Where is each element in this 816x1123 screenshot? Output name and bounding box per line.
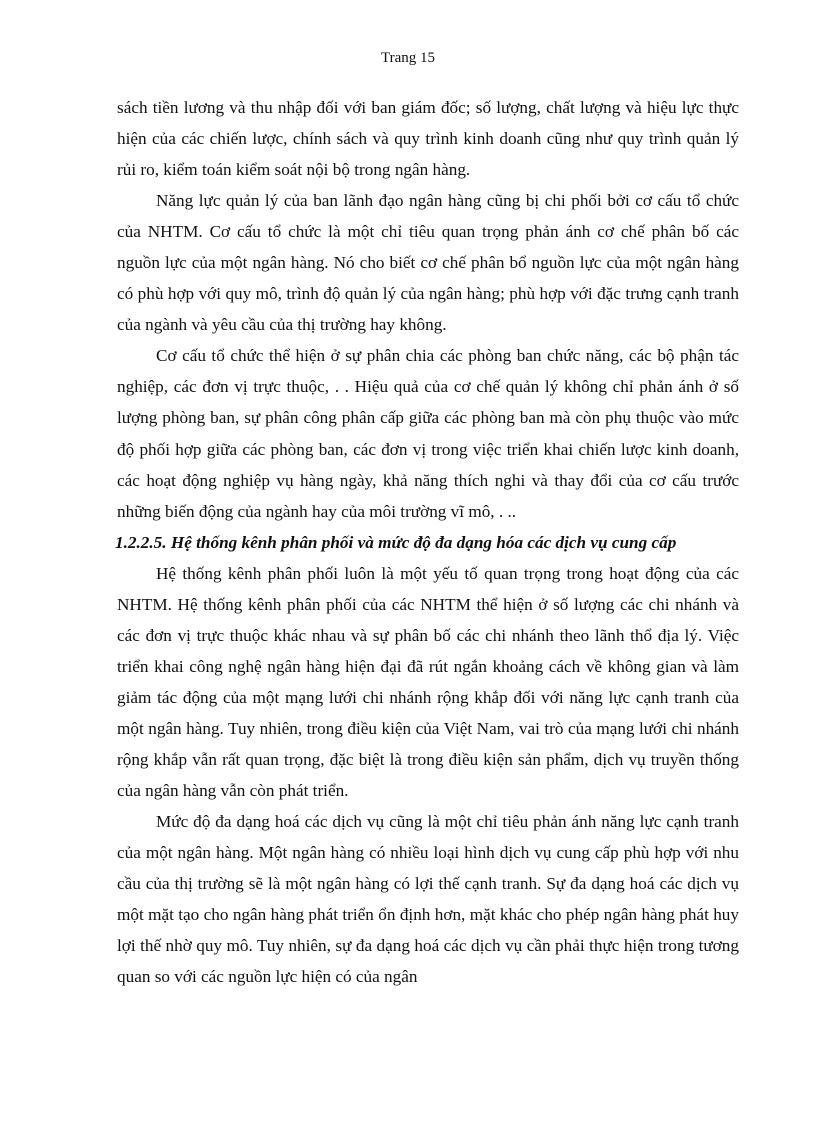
page-number: Trang 15 (380, 50, 436, 66)
paragraph-organization: Cơ cấu tổ chức thể hiện ở sự phân chia các phòng ban chức năng, các bộ phận tác nghiệp, các đơn vị trực thuộc, . . Hiệu quả của cơ chế quản lý không chỉ phản ánh ở số lượng phòng ban, sự phân công phân cấp giữa các phòng ban mà còn phụ thuộc vào mức độ phối hợp giữa các phòng ban, các đơn vị trong việc triển khai chiến lược kinh doanh, các hoạt động nghiệp vụ hàng ngày, khả năng thích nghi và thay đổi của cơ cấu trước những biến động của ngành hay của môi trường vĩ mô, . .. (117, 346, 739, 521)
paragraph-continued: sách tiền lương và thu nhập đối với ban giám đốc; số lượng, chất lượng và hiệu lực thực hiện của các chiến lược, chính sách và quy trình kinh doanh cũng như quy trình quản lý rủi ro, kiểm toán kiểm soát nội bộ trong ngân hàng. (117, 98, 739, 180)
paragraph-service-diversification: Mức độ đa dạng hoá các dịch vụ cũng là một chỉ tiêu phản ánh năng lực cạnh tranh của một ngân hàng. Một ngân hàng có nhiều loại hình dịch vụ cung cấp phù hợp với nhu cầu của thị trường sẽ là một ngân hàng có lợi thế cạnh tranh. Sự đa dạng hoá các dịch vụ một mặt tạo cho ngân hàng phát triển ổn định hơn, mặt khác cho phép ngân hàng phát huy lợi thế nhờ quy mô. Tuy nhiên, sự đa dạng hoá các dịch vụ cần phải thực hiện trong tương quan so với các nguồn lực hiện có của ngân (117, 812, 739, 987)
body-text (117, 92, 739, 992)
section-heading: 1.2.2.5. Hệ thống kênh phân phối và mức độ đa dạng hóa các dịch vụ cung cấp (115, 532, 677, 552)
paragraph-distribution-channels: Hệ thống kênh phân phối luôn là một yếu tố quan trọng trong hoạt động của các NHTM. Hệ thống kênh phân phối của các NHTM thể hiện ở số lượng các chi nhánh và các đơn vị trực thuộc khác nhau và sự phân bố các chi nhánh theo lãnh thổ địa lý. Việc triển khai công nghệ ngân hàng hiện đại đã rút ngắn khoảng cách về không gian và làm giảm tác động của một mạng lưới chi nhánh rộng khắp đối với năng lực cạnh tranh của một ngân hàng. Tuy nhiên, trong điều kiện của Việt Nam, vai trò của mạng lưới chi nhánh rộng khắp vẫn rất quan trọng, đặc biệt là trong điều kiện sản phẩm, dịch vụ truyền thống của ngân hàng vẫn còn phát triển. (117, 563, 739, 801)
paragraph-management-structure: Năng lực quản lý của ban lãnh đạo ngân hàng cũng bị chi phối bởi cơ cấu tổ chức của NHTM. Cơ cấu tổ chức là một chỉ tiêu quan trọng phản ánh cơ chế phân bố các nguồn lực của một ngân hàng. Nó cho biết cơ chế phân bổ nguồn lực của một ngân hàng có phù hợp với quy mô, trình độ quản lý của ngân hàng; phù hợp với đặc trưng cạnh tranh của ngành và yêu cầu của thị trường hay không. (117, 191, 739, 335)
